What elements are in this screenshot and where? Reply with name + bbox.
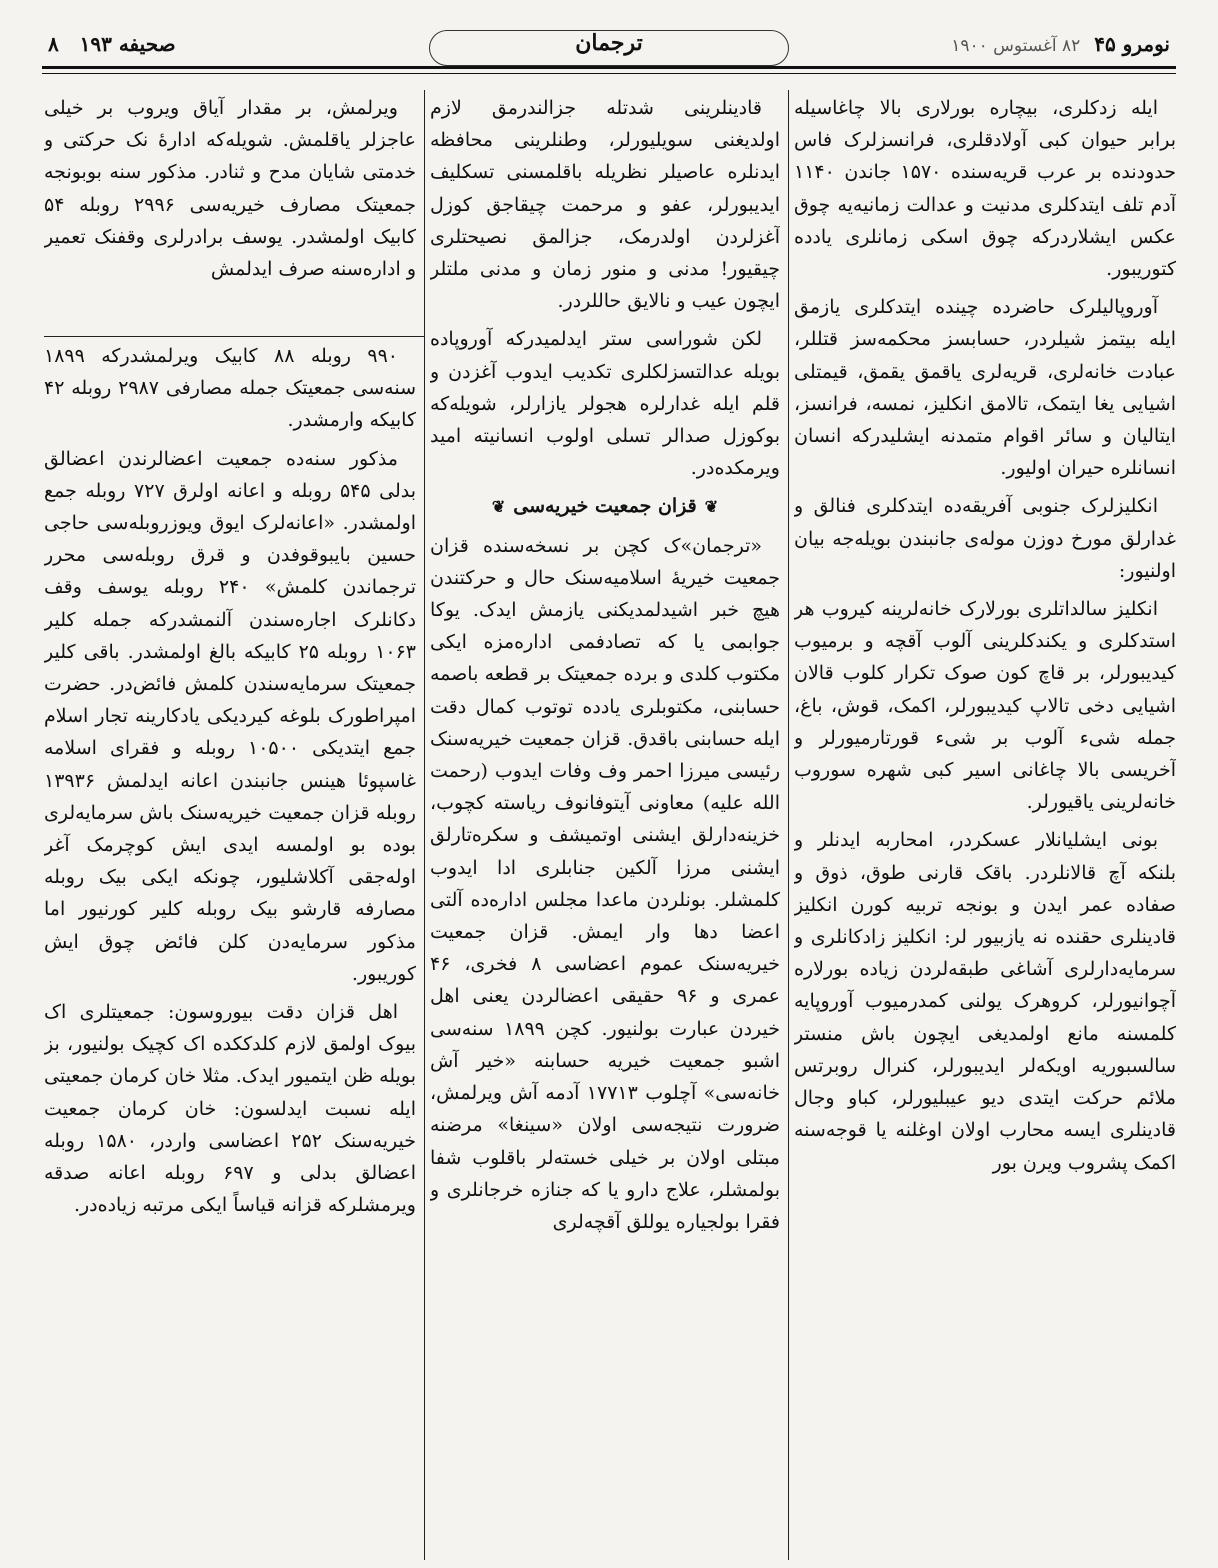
header-rule-thick bbox=[42, 66, 1176, 69]
newspaper-title: ترجمان bbox=[575, 30, 643, 56]
column-left bbox=[44, 92, 416, 1532]
ornament-icon: ❦ bbox=[491, 497, 506, 517]
article-paragraph: مذکور سنه‌ده جمعیت اعضالرندن اعضالق بدلی ۵۴۵ روبله و اعانه اولرق ۷۲۷ روبله جمع اولمشدر. «اعانه‌لرک ایوق ویوزروبله‌سی حاجی حسین بایبوقوفدن و قرق روبله‌سی محرر ترجماندن کلمش» ۲۴۰ روبله یوسف وقف دکانلرک اجاره‌سندن آلنمشدرکه جمله کلیر ۱۰۶۳ روبله ۲۵ کابیکه بالغ اولمشدر. باقی کلیر جمعیتک سرمایه‌سندن کلمش فائض‌در. حضرت امپراطورک بلوغه کیردیکی یادکارینه تجار اسلام جمع ایتدیکی ۱۰۵۰۰ روبله و فقرای اسلامه غاسپوئا هینس جانبندن اعانه ایدلمش ۱۳۹۳۶ روبله قزان جمعیت خیریه‌سنک باش سرمایه‌لری بوده بو اولمسه ایدی ایش کوچرمک آغر اوله‌جقی آکلاشلیور، چونکه ایکی بیک روبله مصارفه قارشو بیک روبله کلیر کورنیور اما مذکور سرمایه‌دن کلن فائض چوق ایش کوریبور. bbox=[44, 447, 416, 985]
article-paragraph: لکن شوراسی ستر ایدلمیدرکه آوروپاده بویله عدالتسزلکلری تکدیب ایدوب آغزدن و قلم ایله غدارلره هجولر یازارلر، شویله‌که بوکوزل صدالر تسلی اولوب انسانیته امید ویرمکده‌در. bbox=[430, 328, 780, 480]
column-divider-right bbox=[788, 90, 789, 1560]
page-number: صحیفه ۱۹۳ ۸ bbox=[48, 32, 176, 56]
column-right bbox=[794, 92, 1176, 1532]
article-paragraph: انکلیز سالداتلری بورلارک خانه‌لرینه کیروب هر استدکلری و یکندکلرینی آلوب آقچه و برمیوب کیدیبورلر، بر قاچ کون صوک تکرار کلوب قالان اشیایی دخی تالاپ کیدیبورلر، اکمک، قوش، باغ، جمله شیء آلوب بر شیء قورتارمیورلر و آخریسی بالا چاغانی اسیر کبی شهره سوروب خانه‌لرینی یاقیورلر. bbox=[794, 598, 1176, 814]
article-paragraph: قادینلرینی شدتله جزالندرمق لازم اولدیغنی سویلیورلر، وطنلرینی محافظه ایدنلره عاصیلر نظریله باقلمسنی تسکلیف ایدیبورلر، عفو و مرحمت چیقاجق کوزل آغزلردن اولدرمک، جزالمق نصیحتلری چیقیور! مدنی و منور زمان و مدنی ملتلر ایچون عیب و نالایق حاللردر. bbox=[430, 97, 780, 313]
article-paragraph: «ترجمان»ک کچن بر نسخه‌سنده قزان جمعیت خیریهٔ اسلامیه‌سنک حال و حرکتندن هیچ خبر اشیدلمدیکنی یازمش ایدک. یوکا جوابمی یا که تصادفمی اداره‌مزه ایکی مکتوب کلدی و برده جمعیتک بر قطعه باصمه حسابنی، مکتوبلری یادده توتوب کمال دقت ایله حسابنی باقدق. قزان جمعیت خیریه‌سنک رئیسی میرزا احمر وف وفات ایدوب (رحمت الله علیه) معاونی آیتوفانوف ریاسته کچوب، خزینه‌دارلق ایشنی اوتمیشف و سکره‌تارلق ایشنی مرزا آلکین جنابلری ادا ایدوب کلمشلر. بونلردن ماعدا مجلس اداره‌ده آلتی اعضا دها وار ایمش. قزان جمعیت خیریه‌سنک عموم اعضاسی ۸ فخری، ۴۶ عمری و ۹۶ حقیقی اعضالردن یعنی اهل خیردن عبارت بولنیور. کچن ۱۸۹۹ سنه‌سی اشبو جمعیت خیریه حسابنه «خیر آش خانه‌سی» آچلوب ۱۷۷۱۳ آدمه آش ویرلمش، ضرورت نتیجه‌سی اولان «سینغا» مرضنه مبتلی اولان بر خیلی خسته‌لر باقلوب شفا بولمشلر، علاج دارو یا که جنازه خرجانلری و فقرا بولجیاره یوللق آقچه‌لری bbox=[430, 534, 780, 1233]
issue-date: ۸۲ آغستوس ۱۹۰۰ bbox=[951, 36, 1081, 56]
issue-number: نومرو ۴۵ ۸۲ آغستوس ۱۹۰۰ bbox=[951, 32, 1170, 56]
article-paragraph: انکلیزلرک جنوبی آفریقه‌ده ایتدکلری فنالق و غدارلق مورخ دوزن موله‌ی جانبندن بویله‌جه بیان اولنیور: bbox=[794, 495, 1176, 582]
column-middle bbox=[430, 92, 780, 1532]
ornament-icon: ❦ bbox=[704, 497, 719, 517]
section-heading: ❦قزان جمعیت خیریه‌سی❦ bbox=[491, 495, 719, 518]
article-paragraph: ۹۹۰ روبله ۸۸ کابیک ویرلمشدرکه ۱۸۹۹ سنه‌سی جمعیتک جمله مصارفی ۲۹۸۷ روبله ۴۲ کابیکه وارمشدر. bbox=[44, 345, 416, 432]
article-paragraph: بونی ایشلیانلار عسکردر، امحاربه ایدنلر و بلنکه آچ قالانلردر. باقک قارنی طوق، ذوق و صفاده عمر ایدن و بونجه تربیه کورن انکلیز قادینلری حقنده نه یازبیور لر: انکلیز زادکانلری و سرمایه‌دارلری آشاغی طبقه‌لردن زیاده بورلاره آچوانیورلر، کروهرک یولنی کمدرمیوب آوروپایه کلمسنه مانع اولمدیغی ایچون باش منستر سالسبوریه اویکه‌لر ایدیبورلر، کنرال روبرتس ملائم حرکت ایتدی دیو عیبلیورلر، کباو وجال قادینلری ایسه محارب اولان اوغلنه یا قوجه‌سنه اکمک پشروب ویرن بور bbox=[794, 829, 1176, 1174]
header-rule-thin bbox=[42, 73, 1176, 74]
article-paragraph: آوروپالیلرک حاضرده چینده ایتدکلری یازمق ایله بیتمز شیلردر، حسابسز محکمه‌سز قتللر، عبادت خانه‌لری، قریه‌لری یاقمق یقمق، قیمتلی اشیایی یغا ایتمک، تالامق انکلیز، نمسه، فرانسز، ایتالیان و سائر اقوام متمدنه ایشلیدرکه انسان انسانلره حیران اولیور. bbox=[794, 296, 1176, 480]
article-paragraph: ویرلمش، بر مقدار آیاق ویروب بر خیلی عاجزلر یاقلمش. شویله‌که ادارهٔ نک حرکتی و خدمتی شایان مدح و ثنادر. مذکور سنه بوبونجه جمعیتک مصارف خیریه‌سی ۲۹۹۶ روبله ۵۴ کابیک اولمشدر. یوسف برادرلری وقفنک تعمیر و اداره‌سنه صرف ایدلمش bbox=[44, 97, 416, 281]
column-divider-left bbox=[424, 90, 425, 1560]
article-paragraph: ایله زدکلری، بیچاره بورلاری بالا چاغاسیله برابر حیوان کبی آولادقلری، فرانسزلرک فاس حدودنده بر عرب قریه‌سنده ۱۵۷۰ جاندن ۱۱۴۰ آدم تلف ایتدکلری مدنیت و عدالت زمانیه‌یه چوق عکس ایشلاردرکه چوق اسکی زمانلری یادده کتوریبور. bbox=[794, 97, 1176, 281]
article-paragraph: اهل قزان دقت بیوروسون: جمعیتلری اک بیوک اولمق لازم کلدککده اک کچیک بولنیور، بز بویله ظن ایتمیور ایدک. مثلا خان کرمان جمعیتی ایله نسبت ایدلسون: خان کرمان جمعیت خیریه‌سنک ۲۵۲ اعضاسی واردر، ۱۵۸۰ روبله اعضالق بدلی و ۶۹۷ روبله اعانه صدقه ویرمشلرکه قزانه قیاساً ایکی مرتبه زیاده‌در. bbox=[44, 1001, 416, 1217]
